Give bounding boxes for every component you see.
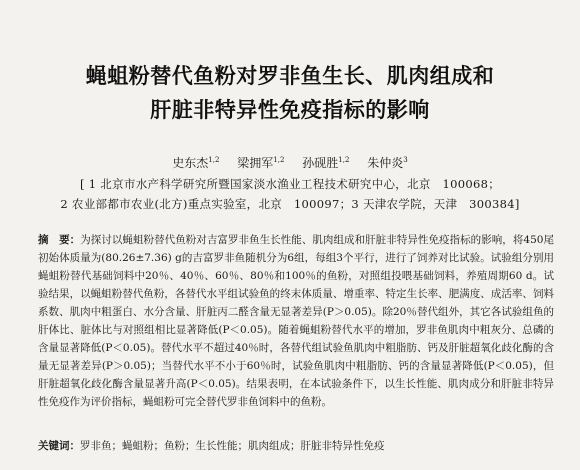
abstract [38, 231, 554, 411]
keywords-label: 关键词： [38, 440, 80, 452]
author: 梁拥军$^{1,2}$ [237, 156, 285, 170]
abstract-text: 为探讨以蝇蛆粉替代鱼粉对吉富罗非鱼生长性能、肌肉组成和肝脏非特异性免疫指标的影响，将450尾初始体质量为(80.26±7.36) g的吉富罗非鱼随机分为6组，每组3个平行，进行了饲养对比试验。试验组分别用蝇蛆粉替代基础饲料中20％、40％、60％、80％和100％的鱼粉，对照组投喂基础饲料，养殖周期60 d。试验结果，以蝇蛆粉替代鱼粉，各替代水平组试验鱼的终末体质量、增重率、特定生长率、肥满度、成活率、饲料系数、肌肉中粗蛋白、水分含量、肝脏丙二醛含量无显著差异(P＞0.05)。除20％替代组外，其它各试验组鱼的肝体比、脏体比与对照组相比显著降低(P＜0.05)。随着蝇蛆粉替代水平的增加，罗非鱼肌肉中粗灰分、总磷的含量显著降低(P＜0.05)。替代水平不超过40％时，各替代组试验鱼肌肉中粗脂肪、钙及肝脏超氧化歧化酶的含量无显著差异(P＞0.05)；当替代水平不小于60％时，试验鱼肌肉中粗脂肪、钙的含量显著降低(P＜0.05)，但肝脏超氧化歧化酶含量显著升高(P＜0.05)。结果表明，在本试验条件下，以生长性能、肌肉成分和肝脏非特异性免疫作为评价指标，蝇蛆粉可完全替代罗非鱼饲料中的鱼粉。 [38, 234, 555, 408]
paper-title-line-1: 蝇蛆粉替代鱼粉对罗非鱼生长、肌肉组成和 [85, 64, 495, 88]
keywords [38, 437, 554, 455]
author: 朱仲炎$^3$ [367, 156, 408, 170]
paper-title-line-2: 肝脏非特异性免疫指标的影响 [150, 98, 430, 122]
abstract-label: 摘 要： [38, 234, 81, 246]
author: 史东杰$^{1,2}$ [172, 156, 220, 170]
keywords-text: 罗非鱼；蝇蛆粉；鱼粉；生长性能；肌肉组成；肝脏非特异性免疫 [80, 440, 385, 452]
affiliation-line-1: [ 1 北京市水产科学研究所暨国家淡水渔业工程技术研究中心，北京 100068； [79, 177, 500, 191]
affiliation-line-2: 2 农业部都市农业(北方)重点实验室，北京 100097；3 天津农学院，天津 300384] [60, 197, 520, 211]
author: 孙砚胜$^{1,2}$ [302, 156, 350, 170]
author-list [0, 154, 580, 171]
